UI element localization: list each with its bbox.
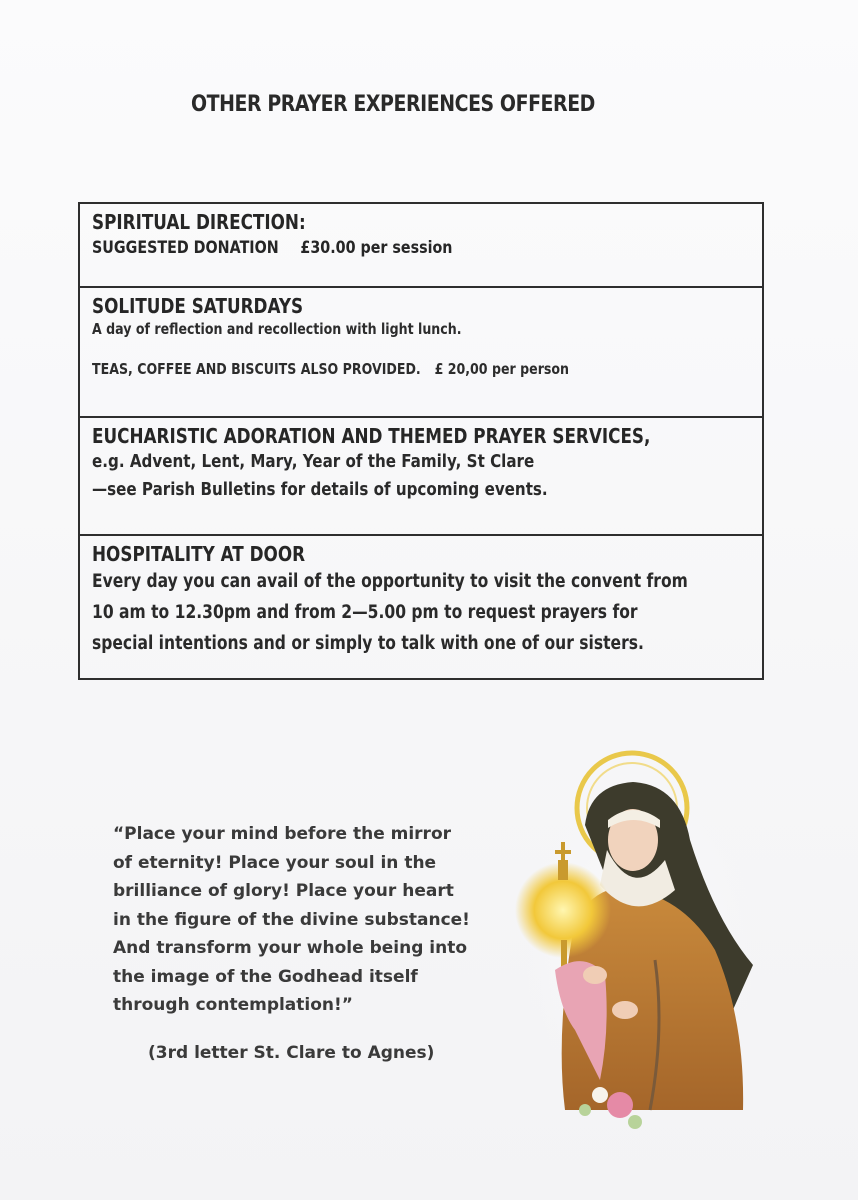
- page-title: OTHER PRAYER EXPERIENCES OFFERED: [191, 92, 595, 117]
- quote-line: the image of the Godhead itself: [113, 966, 418, 987]
- donation-label: SUGGESTED DONATION: [92, 238, 279, 258]
- section-spiritual-direction: [80, 204, 762, 288]
- quote-line: And transform your whole being into: [113, 938, 468, 958]
- offerings-table: [78, 202, 764, 680]
- refreshments-text: TEAS, COFFEE AND BISCUITS ALSO PROVIDED.: [92, 360, 421, 378]
- rose-icon: [607, 1092, 633, 1118]
- section-line: e.g. Advent, Lent, Mary, Year of the Family, St Clare: [92, 451, 535, 472]
- section-line: 10 am to 12.30pm and from 2—5.00 pm to request prayers for: [92, 602, 638, 623]
- donation-value: £30.00 per session: [300, 238, 453, 258]
- saint-clare-image: [515, 750, 760, 1140]
- section-solitude-saturdays: [80, 288, 762, 418]
- quote-line: through contemplation!”: [113, 995, 353, 1015]
- section-eucharistic-adoration: [80, 418, 762, 536]
- section-hospitality: [80, 536, 762, 678]
- section-line: —see Parish Bulletins for details of upcoming events.: [92, 479, 548, 500]
- section-heading: EUCHARISTIC ADORATION AND THEMED PRAYER SERVICES,: [92, 424, 651, 448]
- quote-block: [113, 820, 533, 1020]
- section-line: Every day you can avail of the opportunity to visit the convent from: [92, 571, 688, 592]
- section-description: A day of reflection and recollection with light lunch.: [92, 320, 462, 338]
- quote-line: in the figure of the divine substance!: [113, 909, 470, 930]
- quote-line: brilliance of glory! Place your heart: [113, 881, 454, 901]
- quote-line: of eternity! Place your soul in the: [113, 852, 437, 873]
- price-text: £ 20,00 per person: [434, 360, 570, 378]
- refreshments-line: [92, 358, 646, 380]
- section-line: special intentions and or simply to talk with one of our sisters.: [92, 633, 644, 654]
- quote-citation: (3rd letter St. Clare to Agnes): [148, 1043, 435, 1063]
- donation-line: [92, 236, 646, 260]
- quote-line: “Place your mind before the mirror: [113, 824, 452, 844]
- section-heading: HOSPITALITY AT DOOR: [92, 542, 306, 566]
- section-heading: SOLITUDE SATURDAYS: [92, 294, 304, 318]
- section-heading: SPIRITUAL DIRECTION:: [92, 210, 306, 234]
